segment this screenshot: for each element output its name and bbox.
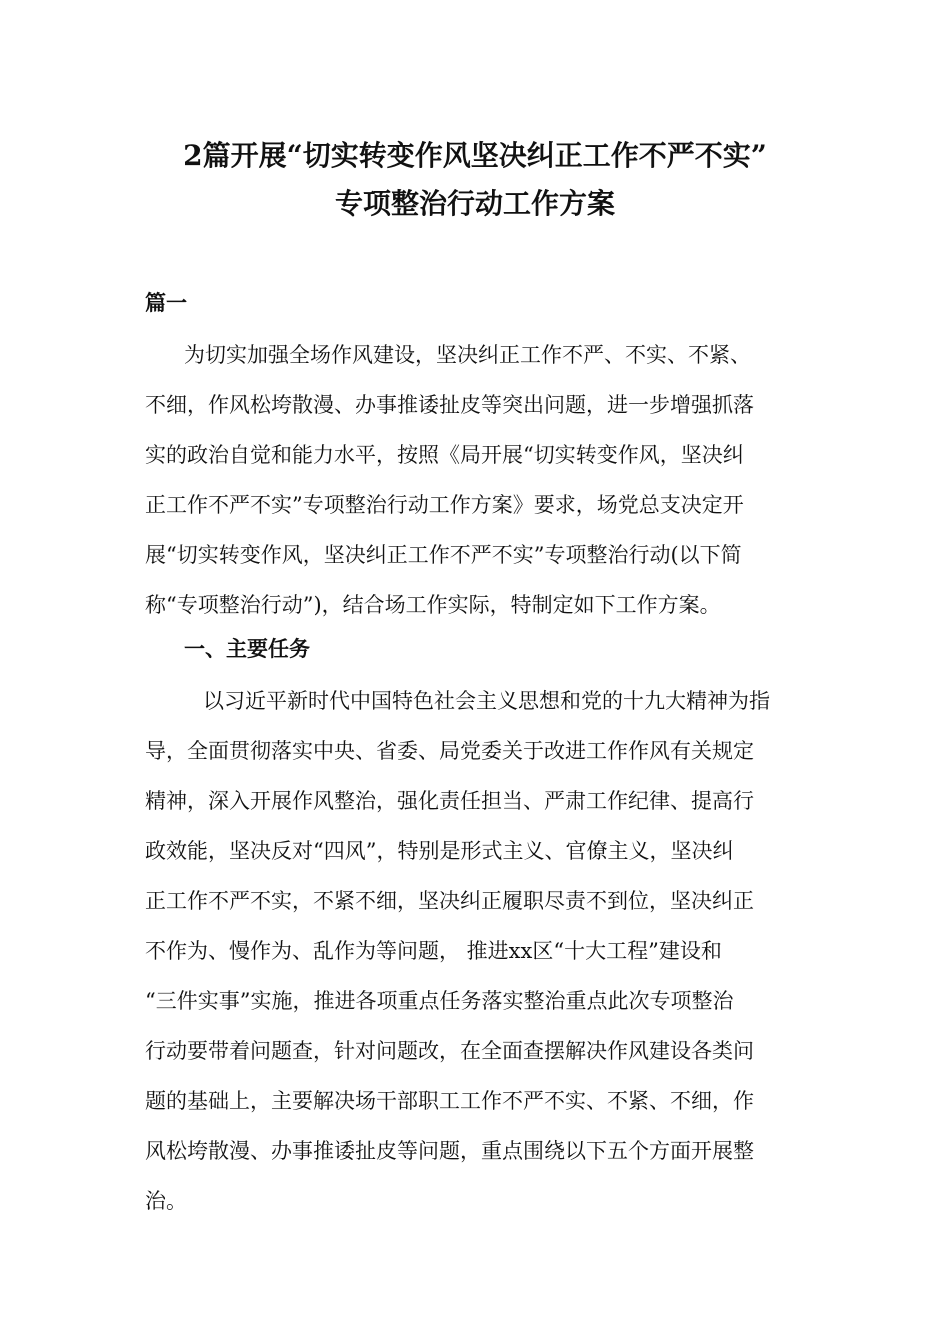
paragraph-line: 行动要带着问题查，针对问题改，在全面查摆解决作风建设各类问 <box>145 1039 754 1063</box>
document-title-line-1: 2篇开展“切实转变作风坚决纠正工作不严不实” <box>183 139 767 172</box>
paragraph-line: 正工作不严不实，不紧不细，坚决纠正履职尽责不到位，坚决纠正 <box>145 889 754 913</box>
paragraph-line: 以习近平新时代中国特色社会主义思想和党的十九大精神为指 <box>203 689 770 713</box>
paragraph-line: 政效能，坚决反对“四风”，特别是形式主义、官僚主义，坚决纠 <box>145 839 734 863</box>
paragraph-line: 实的政治自觉和能力水平，按照《局开展“切实转变作风，坚决纠 <box>145 443 744 467</box>
paragraph-line: 题的基础上，主要解决场干部职工工作不严不实、不紧、不细，作 <box>145 1089 754 1113</box>
paragraph-line: 不作为、慢作为、乱作为等问题， 推进xx区“十大工程”建设和 <box>145 939 722 963</box>
document-title-line-2: 专项整治行动工作方案 <box>334 187 615 220</box>
paragraph-line: 治。 <box>145 1189 187 1213</box>
section-heading-main-tasks: 一、主要任务 <box>184 636 310 661</box>
paragraph-line: 精神，深入开展作风整治，强化责任担当、严肃工作纪律、提高行 <box>145 789 754 813</box>
paragraph-line: “三件实事”实施，推进各项重点任务落实整治重点此次专项整治 <box>145 989 734 1013</box>
paragraph-line: 不细，作风松垮散漫、办事推诿扯皮等突出问题，进一步增强抓落 <box>145 393 754 417</box>
section-label: 篇一 <box>145 290 187 315</box>
paragraph-1 <box>145 330 810 630</box>
paragraph-line: 风松垮散漫、办事推诿扯皮等问题，重点围绕以下五个方面开展整 <box>145 1139 754 1163</box>
paragraph-line: 导，全面贯彻落实中央、省委、局党委关于改进工作作风有关规定 <box>145 739 754 763</box>
paragraph-line: 展“切实转变作风，坚决纠正工作不严不实”专项整治行动(以下简 <box>145 543 742 567</box>
paragraph-line: 称“专项整治行动”)，结合场工作实际，特制定如下工作方案。 <box>145 593 721 617</box>
paragraph-2 <box>145 676 810 1226</box>
paragraph-line: 为切实加强全场作风建设，坚决纠正工作不严、不实、不紧、 <box>184 343 751 367</box>
paragraph-line: 正工作不严不实”专项整治行动工作方案》要求，场党总支决定开 <box>145 493 744 517</box>
